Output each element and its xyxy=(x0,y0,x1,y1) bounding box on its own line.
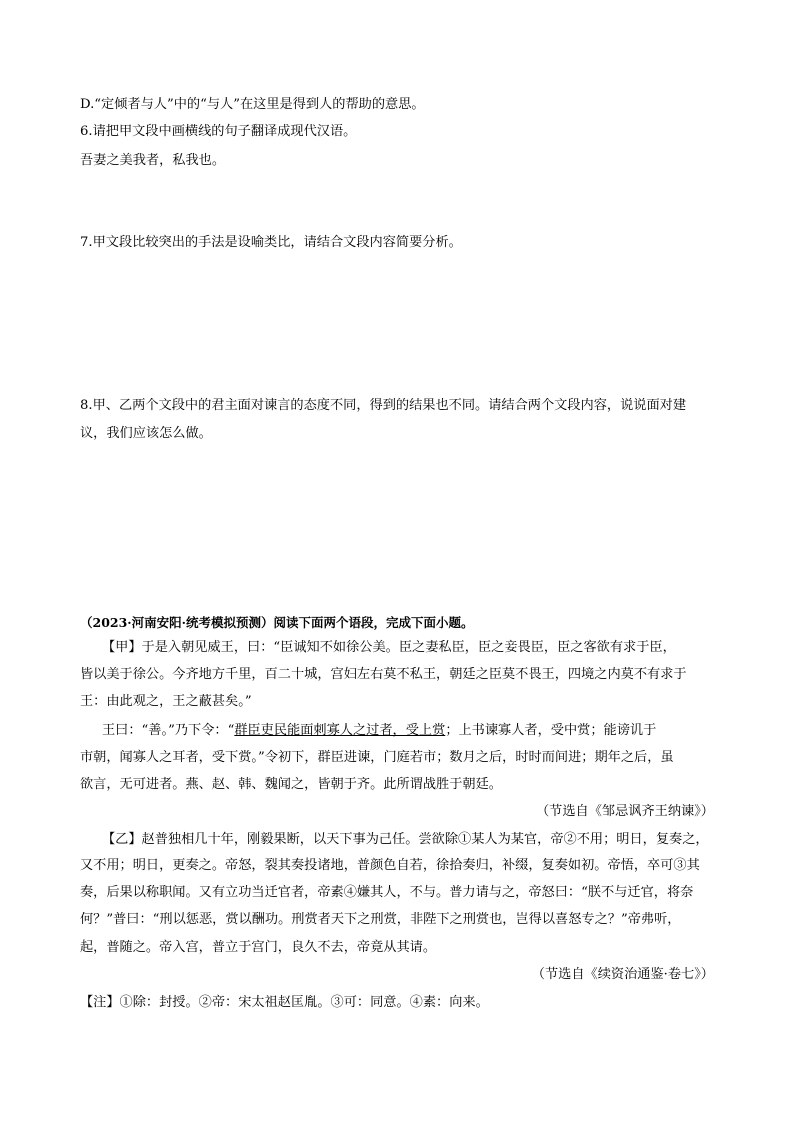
question-7: 7.甲文段比较突出的手法是设喻类比，请结合文段内容简要分析。 xyxy=(80,235,462,250)
yi-line-3: 奏，后果以称职闻。又有立功当迁官者，帝素④嫌其人，不与。普力请与之，帝怒曰：“朕不与迁官，将奈 xyxy=(80,885,694,900)
yi-line-1: 【乙】赵普独相几十年，刚毅果断，以天下事为己任。尝欲除①某人为某官，帝②不用；明日，复奏之， xyxy=(102,832,709,847)
underlined-sentence: 群臣吏民能面刺寡人之过者，受上赏 xyxy=(234,723,446,738)
jia-line-4 xyxy=(102,721,656,741)
jia-line-3: 王：由此观之，王之蔽甚矣。” xyxy=(80,694,252,709)
jia-line-4-start: 王曰：“善。”乃下令：“ xyxy=(102,723,235,738)
question-6-sentence: 吾妻之美我者，私我也。 xyxy=(80,153,226,168)
section-header: （2023·河南安阳·统考模拟预测）阅读下面两个语段，完成下面小题。 xyxy=(80,615,474,630)
question-8-line-1: 8.甲、乙两个文段中的君主面对谏言的态度不同，得到的结果也不同。请结合两个文段内容，说说面对建 xyxy=(80,398,687,413)
yi-line-2: 又不用；明日，更奏之。帝怒，裂其奏投诸地，普颜色自若，徐拾奏归，补缀，复奏如初。帝悟，卒可③其 xyxy=(80,858,700,873)
jia-source: （节选自《邹忌讽齐王纳谏》） xyxy=(535,804,714,819)
yi-line-4: 何？”普曰：“刑以惩恶，赏以酬功。刑赏者天下之刑赏，非陛下之刑赏也，岂得以喜怒专之？”帝弗听， xyxy=(80,912,681,927)
jia-line-5: 市朝，闻寡人之耳者，受下赏。”令初下，群臣进谏，门庭若市；数月之后，时时而间进；期年之后，虽 xyxy=(80,750,674,765)
jia-line-2: 皆以美于徐公。今齐地方千里，百二十城，宫妇左右莫不私王，朝廷之臣莫不畏王，四境之内莫不有求于 xyxy=(80,667,687,682)
question-6: 6.请把甲文段中画横线的句子翻译成现代汉语。 xyxy=(80,124,357,139)
footnote: 【注】①除：封授。②帝：宋太祖赵匡胤。③可：同意。④素：向来。 xyxy=(80,995,489,1010)
jia-line-1: 【甲】于是入朝见威王，曰：“臣诚知不如徐公美。臣之妻私臣，臣之妾畏臣，臣之客欲有求于臣， xyxy=(102,640,676,655)
yi-source: （节选自《续资治通鉴·卷七》） xyxy=(531,967,714,982)
jia-line-4-end: ；上书谏寡人者，受中赏；能谤讥于 xyxy=(445,723,657,738)
option-d: D.“定倾者与人”中的“与人”在这里是得到人的帮助的意思。 xyxy=(80,97,425,112)
question-8-line-2: 议，我们应该怎么做。 xyxy=(80,426,212,441)
jia-line-6: 欲言，无可进者。燕、赵、韩、魏闻之，皆朝于齐。此所谓战胜于朝廷。 xyxy=(80,777,502,792)
yi-line-5: 起，普随之。帝入宫，普立于宫门，良久不去，帝竟从其请。 xyxy=(80,940,437,955)
